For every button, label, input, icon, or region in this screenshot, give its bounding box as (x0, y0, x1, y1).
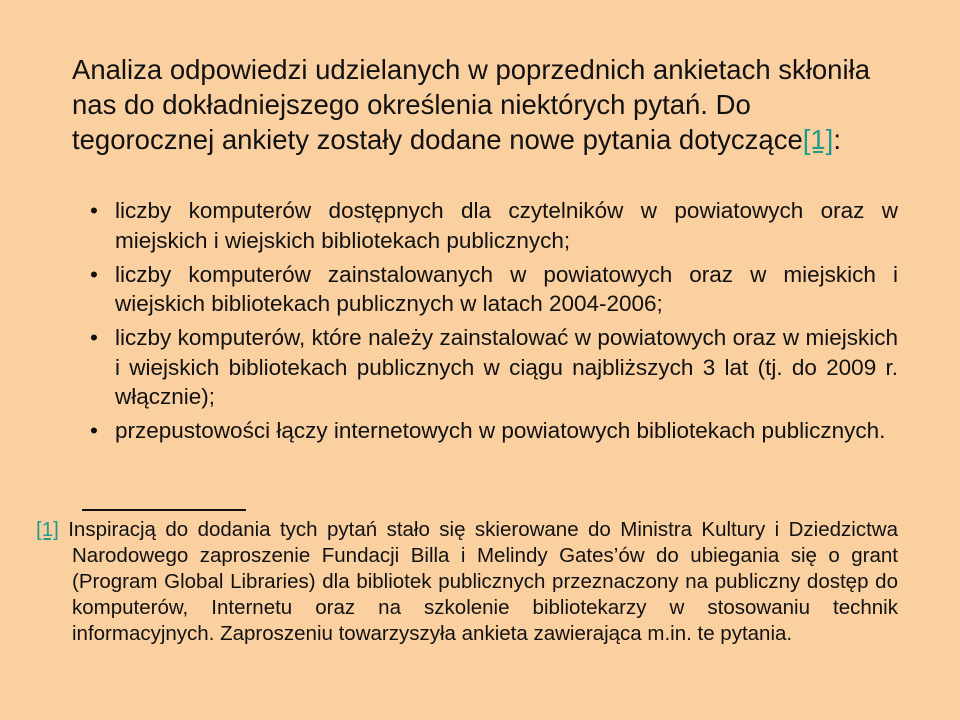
intro-paragraph (72, 52, 892, 157)
question-list (90, 196, 898, 450)
footnote-separator (82, 509, 246, 511)
intro-text: Analiza odpowiedzi udzielanych w poprzednich ankietach skłoniła nas do dokładniejszego określenia niektórych pytań. Do tegorocznej ankiety zostały dodane nowe pytania dotyczące (72, 54, 870, 155)
footnote-ref-link[interactable]: [1] (802, 124, 834, 155)
list-item (90, 260, 898, 319)
list-item-text: liczby komputerów dostępnych dla czytelników w powiatowych oraz w miejskich i wiejskich bibliotekach publicznych; (115, 198, 898, 253)
intro-end: : (833, 124, 841, 155)
bullet-icon: • (90, 198, 98, 223)
bullet-icon: • (90, 418, 98, 443)
bullet-icon: • (90, 325, 98, 350)
footnote-text: Inspiracją do dodania tych pytań stało się skierowane do Ministra Kultury i Dziedzictwa Narodowego zaproszenie Fundacji Billa i Melindy Gates’ów do ubiegania się o grant (Program Global Libraries) dla bibliotek publicznych przeznaczony na publiczny dostęp do komputerów, Internetu oraz na szkolenie bibliotekarzy w stosowaniu technik informacyjnych. Zaproszeniu towarzyszyła ankieta zawierająca m.in. te pytania. (68, 518, 898, 645)
list-item-text: liczby komputerów, które należy zainstalować w powiatowych oraz w miejskich i wiejskich bibliotekach publicznych w ciągu najbliższych 3 lat (tj. do 2009 r. włącznie); (115, 325, 898, 409)
list-item (90, 416, 898, 446)
footnote-backref-link[interactable]: [1] (36, 518, 59, 541)
list-item-text: liczby komputerów zainstalowanych w powiatowych oraz w miejskich i wiejskich bibliotekach publicznych w latach 2004-2006; (115, 261, 898, 316)
list-item (90, 323, 898, 412)
bullet-icon: • (90, 261, 98, 287)
footnote (36, 517, 898, 647)
list-item (90, 196, 898, 255)
list-item-text: przepustowości łączy internetowych w powiatowych bibliotekach publicznych. (115, 418, 886, 443)
